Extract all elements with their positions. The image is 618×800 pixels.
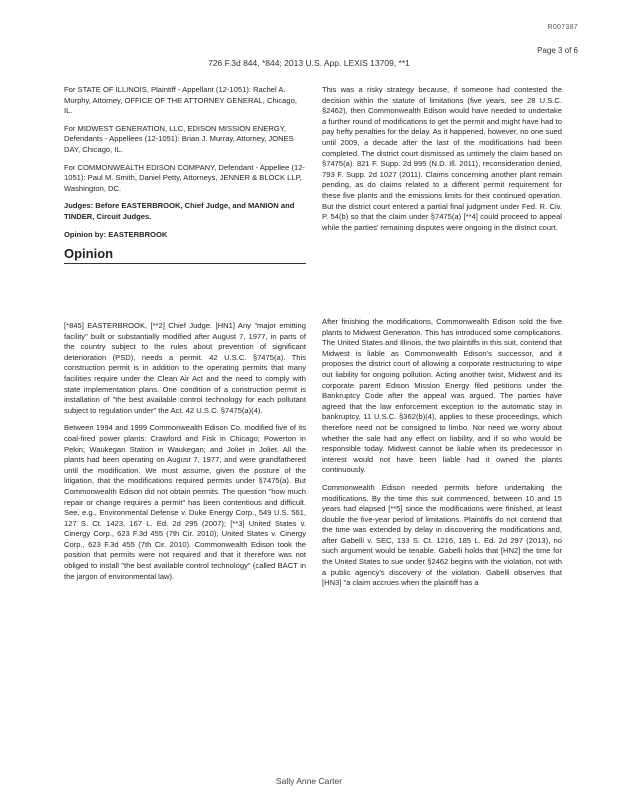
left-paragraph-2: Between 1994 and 1999 Commonwealth Edison Co. modified five of its coal-fired power plants: Crawford and Fisk in Chicago; Powerton in Pekin; Waukegan Station in Waukegan; and Joliet in Joliet. All the plants had been operating on August 7, 1977, and were grandfathered until the modification. We must assume, given the posture of the litigation, that the modifications required permits under §7475(a). But Commonwealth Edison did not obtain permits. The question "how much repair or change requires a permit" has been contentious and difficult. See, e.g., Environmental Defense v. Duke Energy Corp., 549 U.S. 561, 127 S. Ct. 1423, 167 L. Ed. 2d 295 (2007); [**3] United States v. Cinergy Corp., 623 F.3d 455 (7th Cir. 2010); United States v. Cinergy Corp., 623 F.3d 455 (7th Cir. 2010). Commonwealth Edison took the position that permits were not required and that it therefore was not obliged to install "the best available control technology" (called BACT in the jargon of environmental law). xyxy=(64,423,306,581)
right-column-lower xyxy=(322,317,562,596)
left-column-lower xyxy=(64,321,306,589)
right-column-upper xyxy=(322,85,562,240)
judges-line: Judges: Before EASTERBROOK, Chief Judge, and MANION and TINDER, Circuit Judges. xyxy=(64,201,295,221)
bates-number: R007387 xyxy=(547,24,578,31)
counsel-comed: For COMMONWEALTH EDISON COMPANY, Defendant - Appellee (12-1051): Paul M. Smith, Daniel Petty, Attorneys, JENNER & BLOCK LLP, Washington, DC. xyxy=(64,162,305,193)
right-paragraph-1: This was a risky strategy because, if someone had contested the decision within the statute of limitations (five years, see 28 U.S.C. §2462), then Commonwealth Edison would have needed to undertake a further round of modifications to get the permit and might have had to pay hefty penalties for the delay. As it happened, however, no one sued until 2009, a decade after the last of the modifications had been completed. The district court dismissed as untimely the claim based on §7475(a). 821 F. Supp. 2d 995 (N.D. Ill. 2011), reconsideration denied, 793 F. Supp. 2d 1027 (2011). Claims concerning another plant remain pending, as do claims related to a different permit requirement for these five plants and the emissions limits for their continued operation. But the district court entered a partial final judgment under Fed. R. Civ. P. 54(b) so that the claim under §7475(a) [**4] could proceed to appeal while the parties' remaining disputes were ongoing in the district court. xyxy=(322,85,562,232)
right-paragraph-3: Commonwealth Edison needed permits before undertaking the modifications. By the time this suit commenced, between 10 and 15 years had elapsed [**5] since the modifications were finished, at least double the five-year period of limitations. Plaintiffs do not contend that the time was extended by delay in discovering the modifications and, after Gabelli v. SEC, 133 S. Ct. 1216, 185 L. Ed. 2d 297 (2013), no such argument would be tenable. Gabelli holds that [HN2] the time for the United States to sue under §2462 begins with the violation, not with a public agency's discovery of the violation. Gabelli observes that [HN3] "a claim accrues when the plaintiff has a xyxy=(322,482,562,588)
footer-name: Sally Anne Carter xyxy=(275,776,343,786)
counsel-midwest: For MIDWEST GENERATION, LLC, EDISON MISSION ENERGY, Defendants - Appellees (12-1051): Brian J. Murray, Attorney, JONES DAY, Chicago, IL. xyxy=(64,123,294,154)
right-paragraph-2: After finishing the modifications, Commonwealth Edison sold the five plants to Midwest Generation. This has introduced some complications. The United States and Illinois, the two plaintiffs in this suit, contend that Midwest is liable as Commonwealth Edison's successor, and it proposes the district court of allowing a corporate restructuring to wipe out liability for ongoing pollution. Acting another twist, Midwest and its corporate parent Edison Mission Energy filed petitions under the Bankruptcy Code after the appeal was argued. The parties have agreed that the law enforcement exception to the automatic stay in bankruptcy, 11 U.S.C. §362(b)(4), applies to these proceedings, which therefore need not be consigned to limbo. Nor need we worry about whether the sale had any effect on liability, and if so who would be responsible today. Midwest cannot be liable when its predecessor in interest would not have been liable had it owned the plants continuously. xyxy=(322,317,562,475)
opinion-heading: Opinion xyxy=(64,249,306,264)
counsel-plaintiff: For STATE OF ILLINOIS, Plaintiff - Appellant (12-1051): Rachel A. Murphy, Attorney, OFFICE OF THE ATTORNEY GENERAL, Chicago, IL. xyxy=(64,85,297,116)
opinion-by-line: Opinion by: EASTERBROOK xyxy=(64,229,168,239)
left-paragraph-1: [*845] EASTERBROOK, [**2] Chief Judge. [HN1] Any "major emitting facility" built or substantially modified after August 7, 1977, in parts of the country subject to the rules about prevention of significant deterioration (PSD), needs a permit. 42 U.S.C. §7475(a). This construction permit is in addition to the operating permits that many facilities require under the Clean Air Act and the need to comply with state implementation plans. One condition of a construction permit is installation of "the best available control technology for each pollutant subject to regulation under" the Act. 42 U.S.C. §7475(a)(4). xyxy=(64,321,306,415)
page-number: Page 3 of 6 xyxy=(537,46,578,55)
left-column-upper xyxy=(64,85,306,264)
case-citation: 726 F.3d 844, *844; 2013 U.S. App. LEXIS 13709, **1 xyxy=(208,58,410,68)
